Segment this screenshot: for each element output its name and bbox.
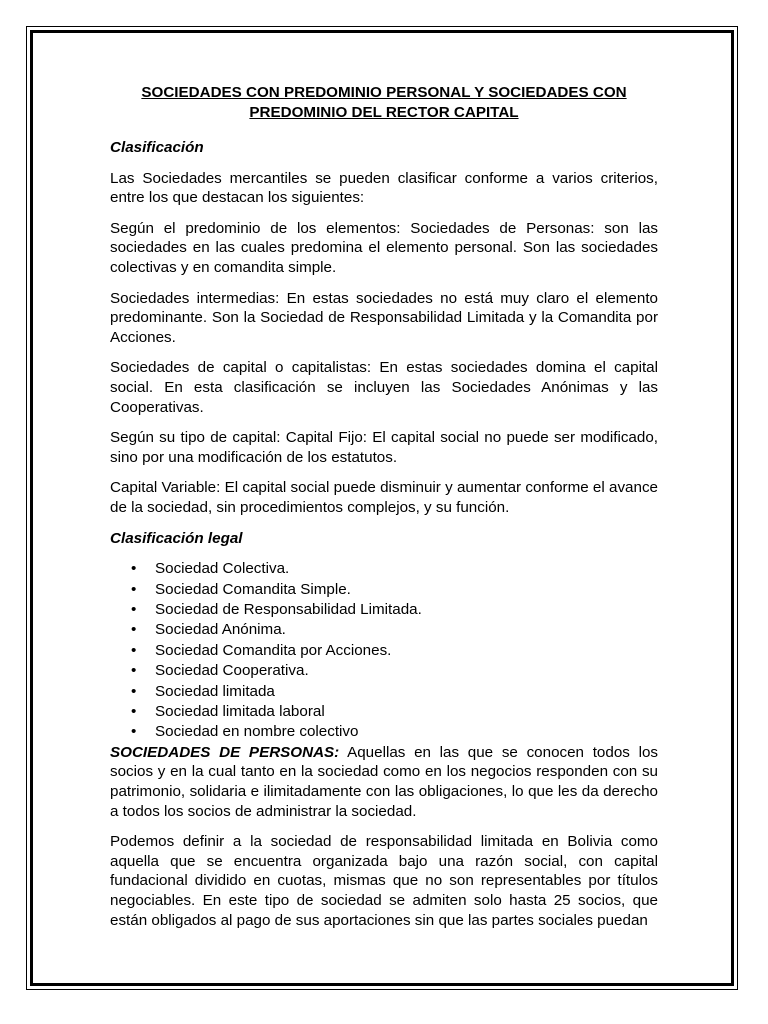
title-line-1: SOCIEDADES CON PREDOMINIO PERSONAL Y SOCIEDADES CON: [141, 84, 627, 101]
list-item: • Sociedad Cooperativa.: [155, 661, 658, 681]
list-item: • Sociedad en nombre colectivo: [155, 722, 658, 742]
list-item: • Sociedad Colectiva.: [155, 559, 658, 579]
paragraph-intermedias: Sociedades intermedias: En estas sociedades no está muy claro el elemento predominante. Son la Sociedad de Responsabilidad Limitada y la Comandita por Acciones.: [110, 289, 658, 346]
paragraph-capitalistas: Sociedades de capital o capitalistas: En estas sociedades domina el capital social. En esta clasificación se incluyen las Sociedades Anónimas y las Cooperativas.: [110, 359, 658, 416]
sociedades-personas-label: SOCIEDADES DE PERSONAS:: [110, 743, 340, 761]
heading-clasificacion-legal: Clasificación legal: [110, 529, 243, 547]
list-item: • Sociedad de Responsabilidad Limitada.: [155, 600, 658, 620]
title-line-2: PREDOMINIO DEL RECTOR CAPITAL: [249, 104, 519, 121]
list-item: • Sociedad limitada laboral: [155, 702, 658, 722]
paragraph-capital-variable: Capital Variable: El capital social puede disminuir y aumentar conforme el avance de la sociedad, sin procedimientos complejos, y su función.: [110, 479, 658, 516]
sociedades-personas-text: Aquellas en las que se conocen todos los socios y en la cual tanto en la sociedad como en los negocios responden con su patrimonio, solidaria e ilimitadamente con las obligaciones, lo que les da derecho a todos los socios de administrar la sociedad.: [110, 743, 658, 820]
document-body: [110, 83, 658, 930]
legal-classification-list: [110, 559, 658, 743]
paragraph-sociedades-personas: [110, 743, 658, 821]
heading-clasificacion: Clasificación: [110, 139, 204, 156]
list-item: • Sociedad Anónima.: [155, 620, 658, 640]
paragraph-intro: Las Sociedades mercantiles se pueden clasificar conforme a varios criterios, entre los que destacan los siguientes:: [110, 169, 658, 207]
list-item: • Sociedad Comandita Simple.: [155, 580, 658, 600]
list-item: • Sociedad limitada: [155, 682, 658, 702]
list-item: • Sociedad Comandita por Acciones.: [155, 641, 658, 661]
paragraph-capital-fijo: Según su tipo de capital: Capital Fijo: El capital social no puede ser modificado, sino por una modificación de los estatutos.: [110, 429, 658, 466]
paragraph-predominio: Según el predominio de los elementos: Sociedades de Personas: son las sociedades en las cuales predomina el elemento personal. Son las sociedades colectivas y en comandita simple.: [110, 219, 658, 276]
document-title: [110, 83, 658, 123]
paragraph-bolivia: Podemos definir a la sociedad de responsabilidad limitada en Bolivia como aquella que se encuentra organizada bajo una razón social, con capital fundacional dividido en cuotas, mismas que no son representables por títulos negociables. En este tipo de sociedad se admiten solo hasta 25 socios, que están obligados al pago de sus aportaciones sin que las partes sociales puedan: [110, 833, 658, 929]
